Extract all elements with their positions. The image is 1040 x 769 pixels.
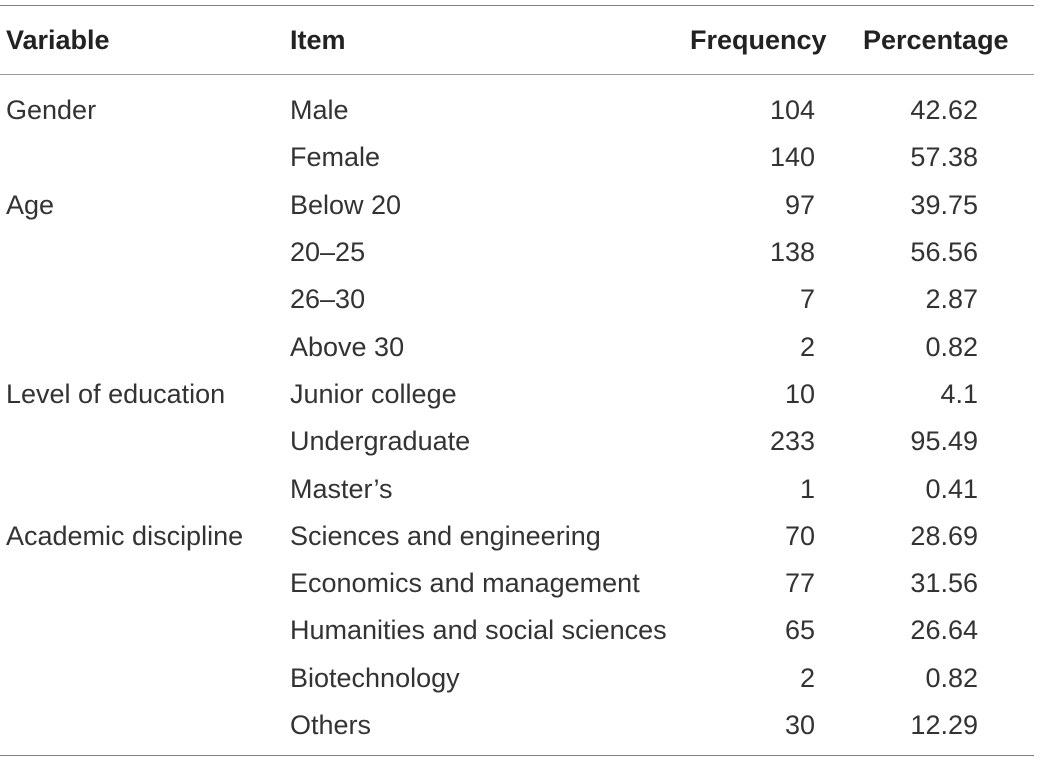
cell-percentage: 2.87 <box>925 284 978 315</box>
cell-percentage: 56.56 <box>910 237 978 268</box>
table-header-row <box>0 6 1034 74</box>
cell-percentage: 57.38 <box>910 142 978 173</box>
cell-frequency: 140 <box>769 142 815 173</box>
cell-frequency: 7 <box>799 284 815 315</box>
table-row <box>0 276 1034 323</box>
cell-frequency: 1 <box>799 473 815 504</box>
table-row <box>0 513 1034 560</box>
table-bottom-rule <box>0 755 1034 756</box>
header-variable: Variable <box>6 24 110 55</box>
table-row <box>0 655 1034 702</box>
cell-item: Master’s <box>290 473 393 504</box>
table-body <box>0 75 1034 749</box>
cell-item: 26–30 <box>290 284 366 315</box>
cell-percentage: 4.1 <box>940 378 978 409</box>
cell-item: Junior college <box>290 378 457 409</box>
table-row <box>0 182 1034 229</box>
cell-percentage: 12.29 <box>910 710 978 740</box>
cell-frequency: 70 <box>784 520 815 551</box>
cell-item: Undergraduate <box>290 426 471 457</box>
cell-percentage: 0.41 <box>925 473 978 504</box>
header-frequency: Frequency <box>690 24 827 55</box>
table-row <box>0 134 1034 181</box>
table-row <box>0 607 1034 654</box>
cell-variable: Age <box>6 189 55 220</box>
cell-item: Above 30 <box>290 331 405 362</box>
cell-frequency: 104 <box>769 95 815 126</box>
cell-percentage: 0.82 <box>925 331 978 362</box>
table-row <box>0 323 1034 370</box>
table-row <box>0 87 1034 134</box>
cell-frequency: 97 <box>784 189 815 220</box>
cell-percentage: 42.62 <box>910 95 978 126</box>
cell-frequency: 2 <box>799 662 815 693</box>
cell-item: Humanities and social sciences <box>290 615 667 646</box>
cell-frequency: 2 <box>799 331 815 362</box>
table-row <box>0 465 1034 512</box>
cell-percentage: 0.82 <box>925 662 978 693</box>
cell-item: Others <box>290 710 372 740</box>
table-row <box>0 418 1034 465</box>
cell-percentage: 95.49 <box>910 426 978 457</box>
cell-frequency: 65 <box>784 615 815 646</box>
cell-item: Sciences and engineering <box>290 520 601 551</box>
table-row <box>0 371 1034 418</box>
cell-item: Economics and management <box>290 568 640 599</box>
cell-frequency: 233 <box>769 426 815 457</box>
cell-variable: Level of education <box>6 378 226 409</box>
cell-item: Biotechnology <box>290 662 460 693</box>
header-percentage: Percentage <box>863 24 1009 55</box>
cell-item: 20–25 <box>290 237 366 268</box>
cell-item: Male <box>290 95 349 126</box>
cell-percentage: 31.56 <box>910 568 978 599</box>
cell-item: Below 20 <box>290 189 402 220</box>
cell-item: Female <box>290 142 381 173</box>
cell-percentage: 28.69 <box>910 520 978 551</box>
table-row <box>0 229 1034 276</box>
cell-frequency: 77 <box>784 568 815 599</box>
cell-frequency: 10 <box>784 378 815 409</box>
cell-frequency: 30 <box>784 710 815 740</box>
cell-percentage: 26.64 <box>910 615 978 646</box>
header-item: Item <box>290 24 346 55</box>
table-row <box>0 560 1034 607</box>
cell-variable: Gender <box>6 95 97 126</box>
cell-frequency: 138 <box>769 237 815 268</box>
table-row <box>0 702 1034 749</box>
cell-percentage: 39.75 <box>910 189 978 220</box>
cell-variable: Academic discipline <box>6 520 244 551</box>
